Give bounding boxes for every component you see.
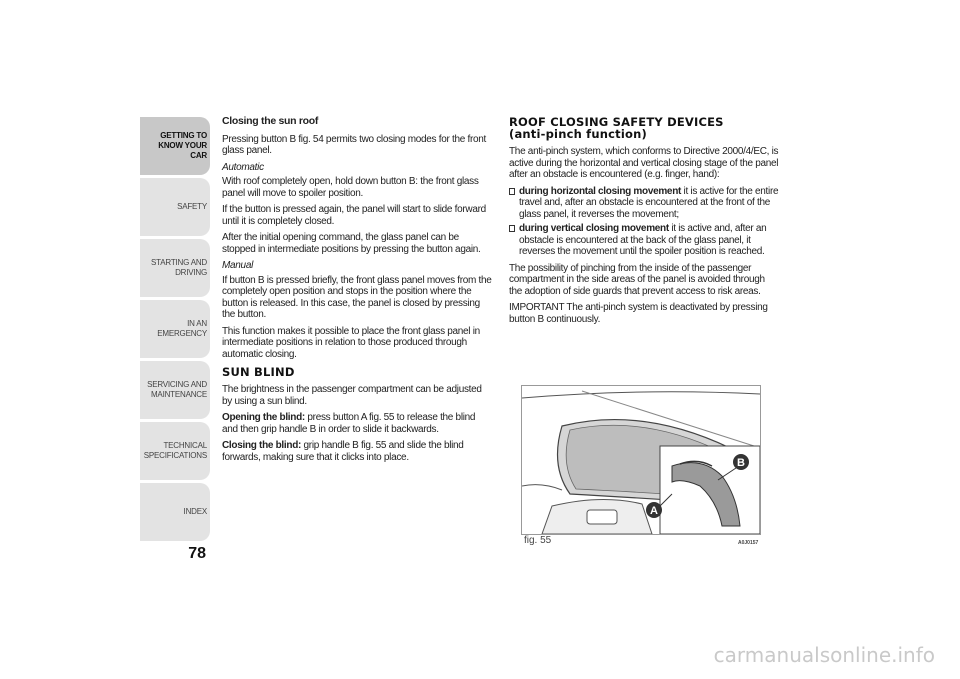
checkbox-bullet-icon: [509, 188, 515, 195]
closing-blind-text: grip handle B fig. 55 and slide the blind forwards, making sure that it clicks into place.: [222, 440, 464, 463]
paragraph: The possibility of pinching from the inside of the passenger compartment in the side areas of the panel is avoided through the adoption of side guards that prevent access to risk areas.: [509, 262, 765, 297]
opening-blind-paragraph: [222, 412, 492, 435]
callout-b: B: [737, 457, 745, 469]
safety-devices-heading: [509, 116, 779, 140]
safety-devices-heading-line1: ROOF CLOSING SAFETY DEVICES: [509, 115, 724, 129]
tab-starting-and-driving[interactable]: STARTING AND DRIVING: [140, 239, 210, 297]
paragraph: The brightness in the passenger compartment can be adjusted by using a sun blind.: [222, 384, 482, 407]
bullet-text: it is active for the entire travel and, after an obstacle is encountered at the front of the glass panel, it reverses the movement;: [519, 185, 779, 220]
left-column: [222, 116, 492, 468]
opening-blind-text: press button A fig. 55 to release the blind and then grip handle B in order to slide it backwards.: [222, 412, 476, 435]
tab-index[interactable]: INDEX: [140, 483, 210, 541]
closing-sun-roof-heading: Closing the sun roof: [222, 115, 319, 127]
callout-a: A: [650, 505, 658, 517]
paragraph: With roof completely open, hold down button B: the front glass panel will move to spoiler position.: [222, 176, 479, 199]
paragraph: Pressing button B fig. 54 permits two closing modes for the front glass panel.: [222, 133, 486, 156]
bullet-label: during vertical closing movement: [519, 223, 669, 234]
page-number: 78: [188, 545, 206, 562]
figure-sun-blind: [521, 385, 761, 535]
right-column: [509, 116, 779, 330]
safety-devices-heading-line2: (anti-pinch function): [509, 127, 647, 141]
tab-servicing-and-maintenance[interactable]: SERVICING AND MAINTENANCE: [140, 361, 210, 419]
manual-label: Manual: [222, 260, 253, 271]
figure-caption: fig. 55: [524, 535, 552, 546]
list-item: [509, 186, 779, 221]
closing-blind-paragraph: [222, 440, 492, 463]
bullet-text: it is active and, after an obstacle is encountered at the back of the glass panel, it reverses the movement until the spoiler position is reached.: [519, 223, 767, 257]
paragraph: This function makes it possible to place the front glass panel in intermediate positions in relation to those produced through automatic closing.: [222, 325, 480, 360]
list-item: [509, 223, 779, 258]
sun-blind-heading: SUN BLIND: [222, 365, 295, 379]
closing-blind-label: Closing the blind:: [222, 440, 302, 451]
tab-getting-to-know-your-car[interactable]: GETTING TO KNOW YOUR CAR: [140, 117, 210, 175]
bullet-list: [509, 186, 779, 258]
paragraph: If the button is pressed again, the panel will start to slide forward until it is completely closed.: [222, 204, 486, 227]
tab-technical-specifications[interactable]: TECHNICAL SPECIFICATIONS: [140, 422, 210, 480]
automatic-label: Automatic: [222, 161, 264, 173]
paragraph: If button B is pressed briefly, the front glass panel moves from the completely open position and stops in the position where the button is released. In this case, the panel is closed by pressing the button.: [222, 274, 492, 320]
watermark-footer: carmanualsonline.info: [713, 643, 935, 667]
tab-safety[interactable]: SAFETY: [140, 178, 210, 236]
sun-blind-illustration: [522, 386, 760, 534]
paragraph: After the initial opening command, the glass panel can be stopped in intermediate positions by pressing the button again.: [222, 232, 481, 255]
important-note: IMPORTANT The anti-pinch system is deactivated by pressing button B continuously.: [509, 302, 768, 325]
bullet-label: during horizontal closing movement: [519, 185, 682, 197]
checkbox-bullet-icon: [509, 225, 515, 232]
figure-code: A0J0157: [738, 540, 759, 546]
tab-in-an-emergency[interactable]: IN AN EMERGENCY: [140, 300, 210, 358]
paragraph: The anti-pinch system, which conforms to Directive 2000/4/EC, is active during the horizontal and vertical closing stage of the panel after an obstacle is encountered (e.g. finger, hand):: [509, 146, 779, 180]
opening-blind-label: Opening the blind:: [222, 412, 305, 423]
